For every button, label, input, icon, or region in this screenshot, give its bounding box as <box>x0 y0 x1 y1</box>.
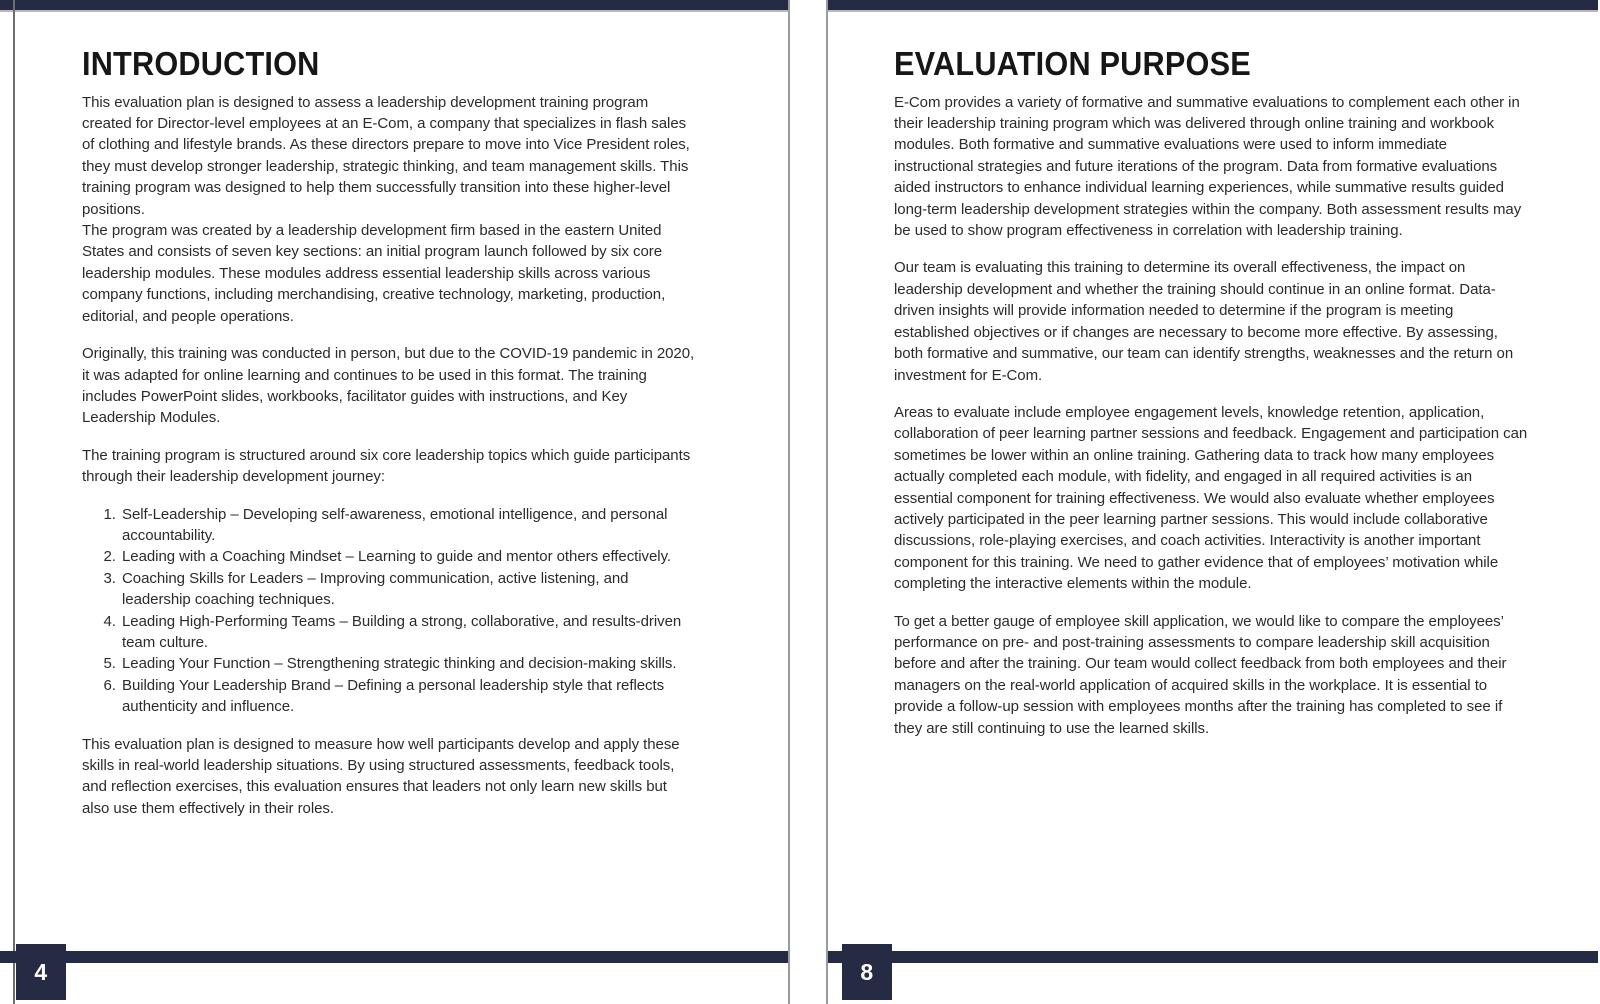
list-item: 1. Self-Leadership – Developing self-awareness, emotional intelligence, and personal accountability. <box>120 504 696 547</box>
paragraph-intro-1: This evaluation plan is designed to assess a leadership development training program created for Director-level employees at an E-Com, a company that specializes in flash sales of clothing and lifestyle brands. As these directors prepare to move into Vice President roles, they must develop stronger leadership, strategic thinking, and team management skills. This training program was designed to help them successfully transition into these higher-level positions. <box>82 93 690 218</box>
page-gutter <box>790 0 826 1004</box>
page-right <box>826 0 1598 1004</box>
paragraph-intro-3: Originally, this training was conducted in person, but due to the COVID-19 pandemic in 2020, it was adapted for online learning and continues to be used in this format. The training includes PowerPoint slides, workbooks, facilitator guides with instructions, and Key Leadership Modules. <box>82 345 695 427</box>
paragraph-purpose-1: E-Com provides a variety of formative and summative evaluations to complement each other in their leadership training program which was delivered through online training and workbook modules. Both formative and summative evaluations were used to inform immediate instructional strategies and future iterations of the program. Data from formative evaluations aided instructors to enhance individual learning experiences, while summative results guided long-term leadership development strategies within the company. Both assessment results may be used to show program effectiveness in correlation with leadership training. <box>894 93 1522 240</box>
paragraph-purpose-2: Our team is evaluating this training to determine its overall effectiveness, the impact on leadership development and whether the training should continue in an online format. Data-driven insights will provide information needed to determine if the program is meeting established objectives or if changes are necessary to become more effective. By assessing, both formative and summative, our team can identify strengths, weaknesses and the return on investment for E-Com. <box>894 259 1514 384</box>
paragraph-intro-4: The training program is structured around six core leadership topics which guide participants through their leadership development journey: <box>82 446 691 486</box>
page-content-left <box>0 0 788 835</box>
footer-rule-right <box>828 951 1598 963</box>
paragraph-purpose-4: To get a better gauge of employee skill application, we would like to compare the employees’ performance on pre- and post-training assessments to compare leadership skill acquisition before and after the training. Our team would collect feedback from both employees and their managers on the real-world application of acquired skills in the workplace. It is essential to provide a follow-up session with employees months after the training has completed to see if they are still continuing to use the learned skills. <box>894 612 1507 737</box>
list-item: 5. Leading Your Function – Strengthening strategic thinking and decision-making skills. <box>120 653 696 674</box>
paragraph-intro-2: The program was created by a leadership development firm based in the eastern United States and consists of seven key sections: an initial program launch followed by six core leadership modules. These modules address essential leadership skills across various company functions, including merchandising, creative technology, marketing, production, editorial, and people operations. <box>82 222 666 325</box>
page-number-badge-left: 4 <box>16 944 66 1000</box>
leadership-module-list <box>82 504 696 718</box>
list-item: 4. Leading High-Performing Teams – Building a strong, collaborative, and results-driven team culture. <box>120 611 696 654</box>
page-title-introduction: INTRODUCTION <box>82 45 320 82</box>
page-left <box>0 0 790 1004</box>
list-item: 2. Leading with a Coaching Mindset – Learning to guide and mentor others effectively. <box>120 546 696 567</box>
page-number-badge-right: 8 <box>842 944 892 1000</box>
page-content-right <box>828 0 1598 755</box>
paragraph-purpose-3: Areas to evaluate include employee engagement levels, knowledge retention, application, collaboration of peer learning partner sessions and feedback. Engagement and participation can sometimes be lower within an online training. Gathering data to track how many employees actually completed each module, with fidelity, and engaged in all required activities is an essential component for training effectiveness. We would also evaluate whether employees actively participated in the peer learning partner sessions. This would include collaborative discussions, role-playing exercises, and coach activities. Interactivity is another important component for this training. We need to gather evidence that of employees’ motivation while completing the interactive elements within the module. <box>894 403 1528 593</box>
page-title-evaluation-purpose: EVALUATION PURPOSE <box>894 45 1251 82</box>
footer-rule-left <box>0 951 788 963</box>
paragraph-intro-closing: This evaluation plan is designed to measure how well participants develop and apply these skills in real-world leadership situations. By using structured assessments, feedback tools, and reflection exercises, this evaluation ensures that leaders not only learn new skills but also use them effectively in their roles. <box>82 735 680 817</box>
list-item: 6. Building Your Leadership Brand – Defining a personal leadership style that reflects authenticity and influence. <box>120 675 696 718</box>
list-item: 3. Coaching Skills for Leaders – Improving communication, active listening, and leadership coaching techniques. <box>120 568 696 611</box>
